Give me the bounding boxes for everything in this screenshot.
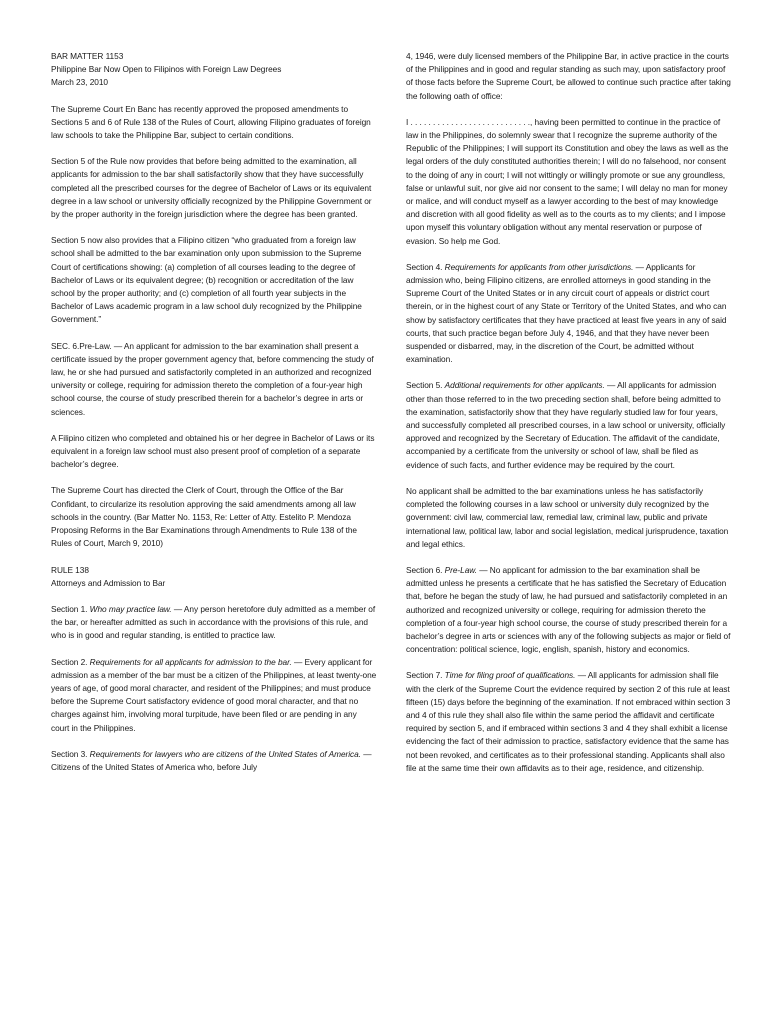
section-6 (406, 564, 732, 656)
section-7-body: — All applicants for admission shall file with the clerk of the Supreme Court the evidence required by section 2 of this rule at least fifteen (15) days before the beginning of the examination. If not embraced within section 3 and 4 of this rule they shall also file within the same period the affidavit and certificate required by section 5, and if embraced within sections 3 and 4 they shall exhibit a license evidencing the fact of their admission to practice, satisfactory evidence that the same has not been revoked, and certificates as to their professional standing. Applicants shall also file at the same time their own affidavits as to their age, residence, and citizenship. (406, 670, 731, 773)
oath-of-office: I . . . . . . . . . . . . . . . . . . . . . . . . . . ., having been permitted to continue in the practice of law in the Philippines, do solemnly swear that I recognize the supreme authority of the Republic of the Philippines; I will support its Constitution and obey the laws as well as the legal orders of the duly constituted authorities therein; I will do no falsehood, nor consent to the doing of any in court; I will not wittingly or willingly promote or sue any groundless, false or unlawful suit, nor give aid nor consent to the same; I will delay no man for money or malice, and will conduct myself as a lawyer according to the best of may knowledge and discretion with all good fidelity as well as to the courts as to my clients; and I impose upon myself this voluntary obligation without any mental reservation or purpose of evasion. So help me God. (406, 116, 729, 246)
rule-title: Attorneys and Admission to Bar (51, 577, 166, 588)
section-2-body: — Every applicant for admission as a member of the bar must be a citizen of the Philippines, at least twenty-one years of age, of good moral character, and resident of the Philippines; and must produce before the Supreme Court satisfactory evidence of good moral character, and that no charges against him, involving moral turpitude, have been filed or are pending in any court in the Philippines. (51, 656, 377, 733)
section-1-body: — Any person heretofore duly admitted as a member of the bar, or hereafter admitted as such in accordance with the provisions of this rule, and who is in good and regular standing, is entitled to practice law. (51, 603, 376, 641)
section-7 (406, 669, 732, 775)
document-header (51, 50, 377, 90)
paragraph-sec6-prelaw: SEC. 6.Pre-Law. — An applicant for admission to the bar examination shall present a certificate issued by the proper government agency that, before commencing the study of law, he or she had pursued and satisfactorily completed in an authorized and recognized university or college, requiring for admission thereto the completion of a four-year high school course, the course of study prescribed therein for a bachelor’s degree in arts or sciences. (51, 340, 374, 417)
section-6-body: — No applicant for admission to the bar examination shall be admitted unless he presents a certificate that he has satisfied the Secretary of Education that, before he began the study of law, he had pursued and satisfactorily completed in an authorized and recognized university or college, requiring for admission thereto the completion of a four-year high school course, the course of study prescribed therein for a bachelor’s degree in arts or sciences with any of the following subjects as major or field of concentration: political science, logic, english, spanish, history and economics. (406, 564, 731, 655)
section-5-title: Additional requirements for other applicants. (444, 380, 605, 391)
section-2-title: Requirements for all applicants for admission to the bar. (89, 656, 292, 667)
rule-heading (51, 564, 377, 590)
section-4 (406, 261, 732, 367)
section-2 (51, 656, 377, 735)
section-1-label: Section 1. (51, 603, 88, 614)
section-4-label: Section 4. (406, 261, 443, 272)
document-title: Philippine Bar Now Open to Filipinos with Foreign Law Degrees (51, 64, 282, 75)
paragraph-separate-degree: A Filipino citizen who completed and obtained his or her degree in Bachelor of Laws or its equivalent in a foreign law school must also present proof of completion of a separate bachelor’s degree. (51, 432, 375, 470)
section-3-continued: 4, 1946, were duly licensed members of the Philippine Bar, in active practice in the courts of the Philippines and in good and regular standing as such may, upon satisfactory proof of those facts before the Supreme Court, be allowed to continue such practice after taking the following oath of office: (406, 51, 731, 101)
section-3-body: — Citizens of the United States of America who, before July (51, 748, 372, 772)
section-7-label: Section 7. (406, 670, 443, 681)
paragraph-required-courses: No applicant shall be admitted to the bar examinations unless he has satisfactorily completed the following courses in a law school or university duly recognized by the government: civil law, commercial law, remedial law, criminal law, public and private international law, political law, labor and social legislation, medical jurisprudence, taxation and legal ethics. (406, 485, 729, 549)
section-5 (406, 379, 732, 471)
paragraph-intro: The Supreme Court En Banc has recently approved the proposed amendments to Sections 5 and 6 of Rule 138 of the Rules of Court, allowing Filipino graduates of foreign law schools to take the Philippine Bar, subject to certain conditions. (51, 103, 371, 141)
section-5-body: — All applicants for admission other than those referred to in the two preceding section shall, before being admitted to the examination, satisfactorily show that they have regularly studied law for four years, and successfully completed all prescribed courses, in a law school or university, officially approved and recognized by the Secretary of Education. The affidavit of the candidate, accompanied by a certificate from the university or school of law, shall be filed as evidence of such facts, and further evidence may be required by the court. (406, 380, 726, 470)
section-5-label: Section 5. (406, 380, 443, 391)
section-7-title: Time for filing proof of qualifications. (444, 670, 576, 681)
section-2-label: Section 2. (51, 656, 88, 667)
section-3 (51, 748, 377, 774)
paragraph-clerk-directive: The Supreme Court has directed the Clerk of Court, through the Office of the Bar Confidant, to circularize its resolution approving the said amendments among all law schools in the country. (Bar Matter No. 1153, Re: Letter of Atty. Estelito P. Mendoza Proposing Reforms in the Bar Examinations through Amendments to Rule 138 of the Rules of Court, March 9, 2010) (51, 485, 357, 549)
section-6-label: Section 6. (406, 564, 443, 575)
section-4-body: — Applicants for admission who, being Filipino citizens, are enrolled attorneys in good standing in the Supreme Court of the United States or in any circuit court of appeals or district court therein, or in the highest court of any State or Territory of the United States, and who can show by satisfactory certificates that they have practiced at least five years in any of said courts, that such practice began before July 4, 1946, and that they have never been suspended or disbarred, may, in the discretion of the Court, be admitted without examination. (406, 261, 727, 365)
section-6-title: Pre-Law. (444, 564, 478, 575)
rule-number: RULE 138 (51, 564, 89, 575)
paragraph-section5-filipino: Section 5 now also provides that a Filipino citizen “who graduated from a foreign law school shall be admitted to the bar examination only upon submission to the Supreme Court of certifications showing: (a) completion of all courses leading to the degree of Bachelor of Laws or its equivalent degree; (b) recognition or accreditation of the law school by the proper authority; and (c) completion of all fourth year subjects in the Bachelor of Laws academic program in a law school duly recognized by the Philippine Government.” (51, 235, 362, 325)
paragraph-section5-summary: Section 5 of the Rule now provides that before being admitted to the examination, all applicants for admission to the bar shall satisfactorily show that they have successfully completed all the prescribed courses for the degree of Bachelor of Laws or its equivalent degree in a law school or university officially recognized by the Philippine Government or by the proper authority in the foreign jurisdiction where the degree has been granted. (51, 156, 372, 220)
right-column (406, 50, 732, 788)
section-3-title: Requirements for lawyers who are citizens of the United States of America. (89, 748, 361, 759)
bar-matter-number: BAR MATTER 1153 (51, 51, 124, 61)
left-column (51, 50, 377, 787)
section-1 (51, 603, 377, 643)
document-date: March 23, 2010 (51, 77, 108, 88)
section-3-label: Section 3. (51, 748, 88, 759)
section-4-title: Requirements for applicants from other jurisdictions. (444, 261, 634, 272)
section-1-title: Who may practice law. (89, 603, 172, 614)
